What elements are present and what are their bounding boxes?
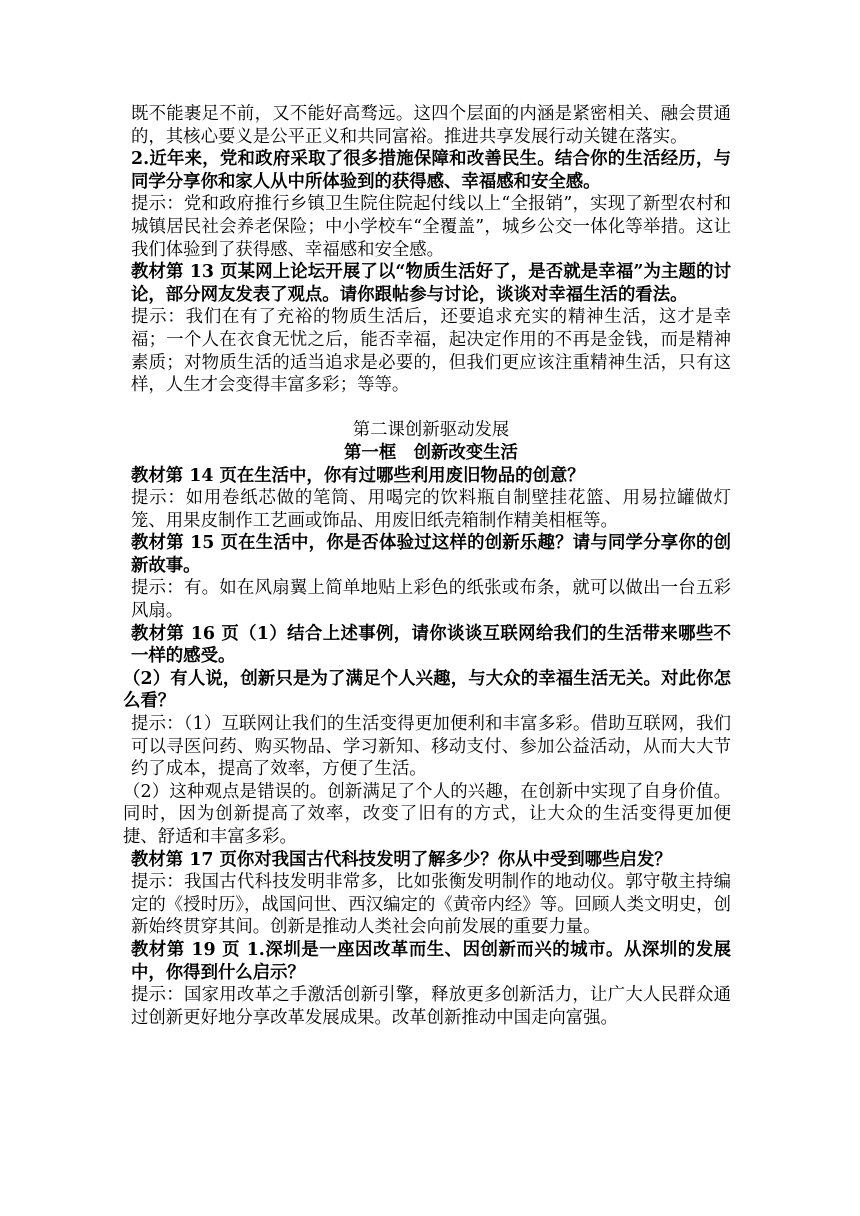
question-paragraph: 2.近年来，党和政府采取了很多措施保障和改善民生。结合你的生活经历，与同学分享你和家人从中所体验到的获得感、幸福感和安全感。 bbox=[131, 149, 731, 192]
question-paragraph: 教材第 19 页 1.深圳是一座因改革而生、因创新而兴的城市。从深圳的发展中，你得到什么启示？ bbox=[131, 939, 731, 983]
hint-paragraph: 提示：我们在有了充裕的物质生活后，还要追求充实的精神生活，这才是幸福；一个人在衣食无忧之后，能否幸福，起决定作用的不再是金钱，而是精神素质；对物质生活的适当追求是必要的，但我们更应该注重精神生活，只有这样，人生才会变得丰富多彩；等等。 bbox=[131, 307, 731, 396]
section-title: 第一框 创新改变生活 bbox=[344, 442, 518, 463]
document-page bbox=[123, 103, 731, 1029]
question-paragraph: （2）有人说，创新只是为了满足个人兴趣，与大众的幸福生活无关。对此你怎么看？ bbox=[123, 668, 731, 712]
hint-paragraph: 提示：如用卷纸芯做的笔筒、用喝完的饮料瓶自制壁挂花篮、用易拉罐做灯笼、用果皮制作工艺画或饰品、用废旧纸壳箱制作精美相框等。 bbox=[131, 488, 731, 531]
hint-paragraph: 提示：国家用改革之手激活创新引擎，释放更多创新活力，让广大人民群众通过创新更好地分享改革发展成果。改革创新推动中国走向富强。 bbox=[131, 985, 731, 1028]
question-paragraph: 教材第 14 页在生活中，你有过哪些利用废旧物品的创意？ bbox=[131, 465, 585, 486]
question-paragraph: 教材第 15 页在生活中，你是否体验过这样的创新乐趣？请与同学分享你的创新故事。 bbox=[131, 533, 731, 576]
lesson-title: 第二课创新驱动发展 bbox=[352, 420, 510, 441]
hint-paragraph: 提示：（1）互联网让我们的生活变得更加便利和丰富多彩。借助互联网，我们可以寻医问药、购买物品、学习新知、移动支付、参加公益活动，从而大大节约了成本，提高了效率，方便了生活。 bbox=[131, 714, 731, 780]
hint-paragraph: （2）这种观点是错误的。创新满足了个人的兴趣，在创新中实现了自身价值。同时，因为创新提高了效率，改变了旧有的方式，让大众的生活变得更加便捷、舒适和丰富多彩。 bbox=[123, 781, 731, 847]
text-paragraph: 既不能裹足不前，又不能好高骛远。这四个层面的内涵是紧密相关、融会贯通的，其核心要义是公平正义和共同富裕。推进共享发展行动关键在落实。 bbox=[131, 104, 731, 147]
hint-paragraph: 提示：党和政府推行乡镇卫生院住院起付线以上“全报销”，实现了新型农村和城镇居民社会养老保险；中小学校车“全覆盖”，城乡公交一体化等举措。这让我们体验到了获得感、幸福感和安全感。 bbox=[131, 194, 731, 260]
hint-paragraph: 提示：有。如在风扇翼上简单地贴上彩色的纸张或布条，就可以做出一台五彩风扇。 bbox=[131, 578, 731, 622]
question-paragraph: 教材第 17 页你对我国古代科技发明了解多少？你从中受到哪些启发？ bbox=[131, 849, 672, 870]
blank-line bbox=[131, 397, 731, 420]
hint-paragraph: 提示：我国古代科技发明非常多，比如张衡发明制作的地动仪。郭守敬主持编定的《授时历》，战国问世、西汉编定的《黄帝内经》等。回顾人类文明史，创新始终贯穿其间。创新是推动人类社会向前发展的重要力量。 bbox=[131, 872, 731, 938]
question-paragraph: 教材第 13 页某网上论坛开展了以“物质生活好了，是否就是幸福”为主题的讨论，部分网友发表了观点。请你跟帖参与讨论，谈谈对幸福生活的看法。 bbox=[131, 262, 731, 305]
question-paragraph: 教材第 16 页（1）结合上述事例，请你谈谈互联网给我们的生活带来哪些不一样的感受。 bbox=[131, 623, 731, 667]
